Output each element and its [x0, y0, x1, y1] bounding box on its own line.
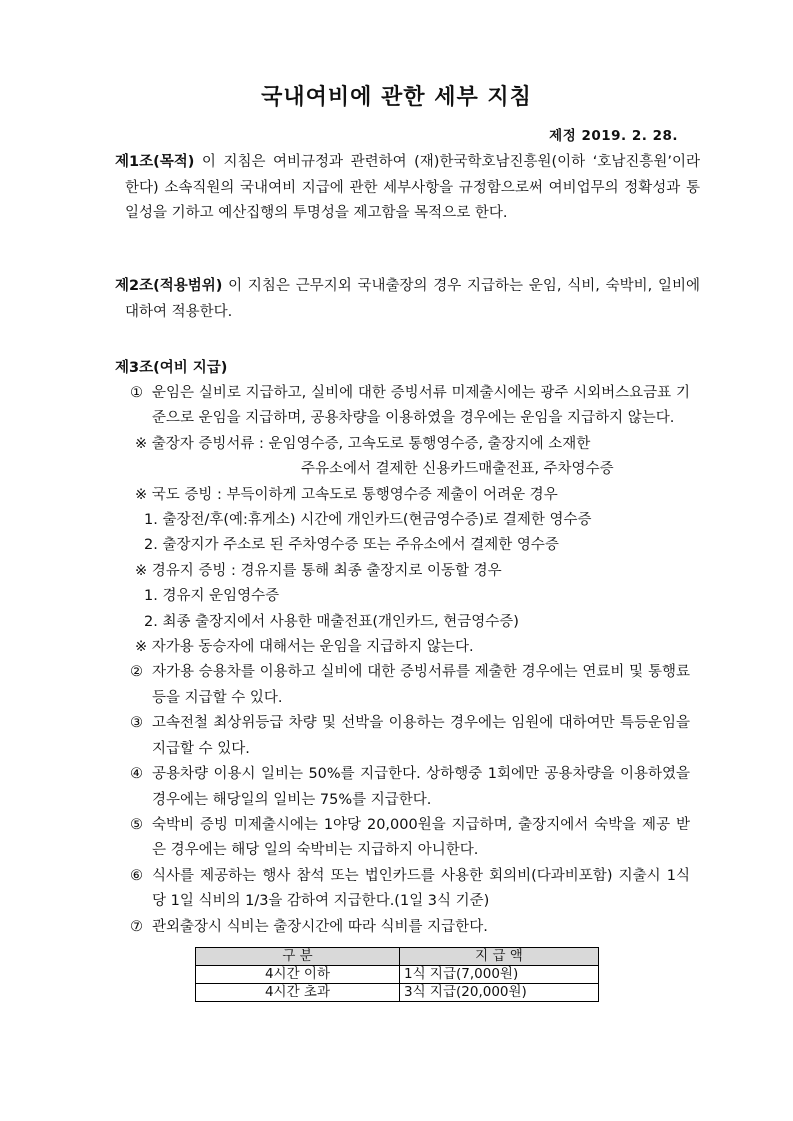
- note-national-road: ※ 국도 증빙 : 부득이하게 고속도로 통행영수증 제출이 어려운 경우: [135, 486, 558, 503]
- note-stopover: ※ 경유지 증빙 : 경유지를 통해 최종 출장지로 이동할 경우: [135, 562, 502, 579]
- item-7: [130, 915, 690, 940]
- item-4-number: ④: [130, 766, 143, 783]
- article-2-text: 이 지침은 근무지외 국내출장의 경우 지급하는 운임, 식비, 숙박비, 일비에 대하여 적용한다.: [125, 278, 700, 320]
- item-2: [130, 660, 690, 711]
- article-1: [115, 150, 700, 227]
- enactment-date: 제정 2019. 2. 28.: [549, 128, 678, 144]
- table-cell: 4시간 이하: [196, 966, 400, 984]
- road-proof-2: 2. 출장지가 주소로 된 주차영수증 또는 주유소에서 결제한 영수증: [144, 537, 559, 554]
- note-travel-documents-cont: 주유소에서 결제한 신용카드매출전표, 주차영수증: [301, 461, 614, 478]
- item-6-number: ⑥: [130, 867, 143, 884]
- table-row: [196, 966, 599, 984]
- item-4: [130, 762, 690, 813]
- article-2-heading: 제2조(적용범위): [115, 278, 223, 294]
- item-1-text: 운임은 실비로 지급하고, 실비에 대한 증빙서류 미제출시에는 광주 시외버스요금표 기준으로 운임을 지급하며, 공용차량을 이용하였을 경우에는 운임을 지급하지 않는다.: [152, 385, 690, 427]
- table-cell: 4시간 초과: [196, 984, 400, 1002]
- stopover-proof-2: 2. 최종 출장지에서 사용한 매출전표(개인카드, 현금영수증): [144, 613, 519, 630]
- item-1: [130, 381, 690, 432]
- item-5-text: 숙박비 증빙 미제출시에는 1야당 20,000원을 지급하며, 출장지에서 숙박을 제공 받은 경우에는 해당 일의 숙박비는 지급하지 아니한다.: [152, 816, 690, 859]
- item-7-number: ⑦: [130, 918, 143, 935]
- table-cell: 3식 지급(20,000원): [400, 984, 599, 1002]
- note-travel-documents: ※ 출장자 증빙서류 : 운임영수증, 고속도로 통행영수증, 출장지에 소재한: [135, 435, 591, 452]
- article-1-heading: 제1조(목적): [115, 154, 195, 170]
- item-5: [130, 813, 690, 864]
- header-category: 구 분: [196, 948, 400, 966]
- item-7-text: 관외출장시 식비는 출장시간에 따라 식비를 지급한다.: [152, 918, 488, 935]
- article-3-heading: 제3조(여비 지급): [115, 360, 228, 376]
- item-2-text: 자가용 승용차를 이용하고 실비에 대한 증빙서류를 제출한 경우에는 연료비 및 통행료 등을 지급할 수 있다.: [152, 664, 690, 706]
- article-3-items: [130, 381, 690, 940]
- note-passenger: ※ 자가용 동승자에 대해서는 운임을 지급하지 않는다.: [135, 639, 474, 656]
- table-header-row: [196, 948, 599, 966]
- document-title: 국내여비에 관한 세부 지침: [261, 85, 532, 110]
- item-2-number: ②: [130, 664, 143, 681]
- item-3-number: ③: [130, 715, 143, 732]
- item-5-number: ⑤: [130, 816, 143, 833]
- item-6: [130, 864, 690, 915]
- article-1-text: 이 지침은 여비규정과 관련하여 (재)한국학호남진흥원(이하 ‘호남진흥원’이라 한다) 소속직원의 국내여비 지급에 관한 세부사항을 규정함으로써 여비업무의 정확성과 통일성을 기하고 예산집행의 투명성을 제고함을 목적으로 한다.: [125, 154, 700, 221]
- item-4-text: 공용차량 이용시 일비는 50%를 지급한다. 상하행중 1회에만 공용차량을 이용하였을 경우에는 해당일의 일비는 75%를 지급한다.: [152, 766, 690, 808]
- meal-allowance-table: [195, 947, 599, 1002]
- item-1-number: ①: [130, 385, 143, 401]
- table-row: [196, 984, 599, 1002]
- article-2: [115, 274, 700, 325]
- item-3-text: 고속전철 최상위등급 차량 및 선박을 이용하는 경우에는 임원에 대하여만 특등운임을 지급할 수 있다.: [152, 715, 690, 757]
- stopover-proof-1: 1. 경유지 운임영수증: [144, 588, 280, 605]
- header-amount: 지 급 액: [400, 948, 599, 966]
- road-proof-1: 1. 출장전/후(예:휴게소) 시간에 개인카드(현금영수증)로 결제한 영수증: [144, 512, 592, 529]
- table-cell: 1식 지급(7,000원): [400, 966, 599, 984]
- item-3: [130, 711, 690, 762]
- item-6-text: 식사를 제공하는 행사 참석 또는 법인카드를 사용한 회의비(다과비포함) 지출시 1식당 1일 식비의 1/3을 감하여 지급한다.(1일 3식 기준): [152, 867, 690, 910]
